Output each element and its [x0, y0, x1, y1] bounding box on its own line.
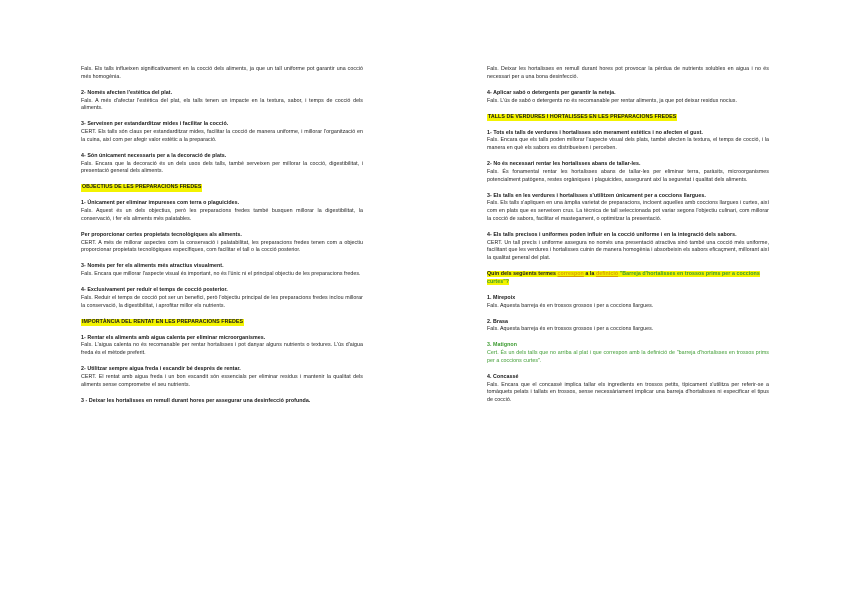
answer-text: CERT. Un tall precís i uniforme assegura no només una presentació atractiva sinó també una cocció més uniforme, facilitant que les verdures i hortalisses cuinin de manera homogènia i absorbeixin els sabors eficaçment, millorant així la qualitat general del plat. — [487, 239, 769, 261]
question-block — [487, 193, 769, 224]
question-title: 2- No és necessari rentar les hortalisses abans de tallar-les. — [487, 161, 641, 168]
question-block — [81, 153, 363, 176]
question-block — [81, 398, 363, 406]
question-block — [487, 161, 769, 184]
quiz-word-definicio: definició — [595, 271, 619, 278]
question-title: 4- Els talls precisos i uniformes poden influir en la cocció uniforme i en la integració dels sabors. — [487, 231, 737, 238]
answer-text: Fals. L'ús de sabó o detergents no és recomanable per rentar aliments, ja que pot deixar residus nocius. — [487, 97, 738, 104]
answer-text: Fals. Encara que millorar l'aspecte visual és important, no és l'únic ni el principal objectiu de les preparacions fredes. — [81, 271, 361, 278]
question-title: Per proporcionar certes propietats tecnològiques als aliments. — [81, 231, 242, 238]
question-title: 3 - Deixar les hortalisses en remull durant hores per assegurar una desinfecció profunda. — [81, 397, 311, 404]
option-text: Cert. És un dels talls que no arriba al plat i que correspon amb la definició de "barreja d'hortalisses en trossos prims per a coccions curtes". — [487, 350, 769, 364]
section-heading: IMPORTÀNCIA DEL RENTAT EN LES PREPARACIONS FREDES — [82, 318, 244, 325]
question-block — [81, 335, 363, 358]
option-block — [487, 295, 769, 310]
question-block — [81, 121, 363, 144]
quiz-prefix: Quin dels següents termes — [487, 271, 558, 278]
answer-text: CERT. A més de millorar aspectes com la conservació i palatabilitat, les preparacions fredes tenen com a objectiu proporcionar propietats tecnològiques específiques, com facilitar el tall o la cocció posterior. — [81, 239, 363, 254]
question-block — [81, 366, 363, 389]
option-block-correct — [487, 342, 769, 365]
option-text: Fals. Aquesta barreja és en trossos grossos i per a coccions llargues. — [487, 326, 654, 333]
question-block — [81, 90, 363, 113]
answer-text: Fals. És fonamental rentar les hortalisses abans de tallar-les per eliminar terra, paràsits, microorganismes potencialment patògens, restes orgàniques i plaguicides, assegurant així la seguretat i qualitat dels aliments. — [487, 168, 769, 183]
right-column — [487, 66, 769, 413]
question-block — [81, 287, 363, 310]
answer-text: Fals. Encara que els talls poden millorar l'aspecte visual dels plats, també afecten la textura, el temps de cocció, i la manera en què els sabors es distribueixen i perceben. — [487, 137, 769, 152]
option-block — [487, 374, 769, 405]
question-title: 2- Utilitzar sempre aigua freda i escandir bé després de rentar. — [81, 366, 241, 373]
option-title: 2. Brasa — [487, 318, 509, 325]
option-text: Fals. Encara que el concassé implica tallar els ingredients en trossos petits, típicament s'utilitza per referir-se a tomàquets pelats i tallats en trossos, sense necessàriament implicar una barreja d'hortalisses ni especificar el tipus de cocció. — [487, 381, 769, 404]
quiz-mid: a la — [583, 271, 596, 278]
option-title: 4. Concassé — [487, 373, 519, 380]
option-title: 3. Matignon — [487, 342, 517, 349]
option-block — [487, 319, 769, 334]
question-block — [81, 263, 363, 278]
question-block — [81, 232, 363, 255]
question-block — [487, 130, 769, 153]
answer-text: CERT. El rentat amb aigua freda i un bon escandit són essencials per eliminar residus i mantenir la qualitat dels aliments sense comprometre el seu nutrients. — [81, 373, 363, 388]
intro-answer: Fals. Deixar les hortalisses en remull durant hores pot provocar la pèrdua de nutrients solubles en aigua i no és necessari per a una bona desinfecció. — [487, 66, 769, 80]
quiz-question — [487, 271, 769, 286]
quiz-definition: "Barreja d'hortalisses en trossos prims per a coccions curtes"? — [487, 271, 760, 285]
question-title: 4- Són únicament necessaris per a la decoració de plats. — [81, 152, 227, 159]
intro-answer: Fals. Els talls influeixen significativament en la cocció dels aliments, ja que un tall uniforme pot garantir una cocció més homogènia. — [81, 66, 363, 80]
question-title: 4- Aplicar sabó o detergents per garantir la neteja. — [487, 89, 616, 96]
question-title: 1- Únicament per eliminar impureses com terra o plaguicides. — [81, 200, 240, 207]
question-title: 3- Els talls en les verdures i hortalisses s'utilitzen únicament per a coccions llargues. — [487, 192, 706, 199]
question-title: 1- Tots els talls de verdures i hortalisses són merament estètics i no afecten el gust. — [487, 129, 703, 136]
question-title: 4- Exclusivament per reduir el temps de cocció posterior. — [81, 287, 228, 294]
question-title: 1- Rentar els aliments amb aigua calenta per eliminar microorganismes. — [81, 334, 266, 341]
question-title: 3- Només per fer els aliments més atractius visualment. — [81, 263, 224, 270]
answer-text: Fals. L'aigua calenta no és recomanable per rentar hortalisses i pot danyar alguns nutrients o textures. L'ús d'aigua freda és el mètode preferit. — [81, 342, 363, 357]
answer-text: Fals. Els talls s'apliquen en una àmplia varietat de preparacions, incloent aquelles amb coccions llargues i curtes, així com en plats que es serveixen crus. La tècnica de tall seleccionada pot variar segons l'objectiu culinari, com millorar la cocció de sabors, facilitar el mastegament, o optimitzar la presentació. — [487, 200, 769, 222]
quiz-word-correspon: correspon — [557, 271, 584, 278]
answer-text: CERT. Els talls són claus per estandarditzar mides, facilitar la cocció de manera uniforme, i millorar l'organització en la cuina, així com per afegir valor estètic a la preparació. — [81, 129, 363, 143]
answer-text: Fals. Encara que la decoració és un dels usos dels talls, també serveixen per millorar la cocció, digestibilitat, i presentació general dels aliments. — [81, 160, 363, 175]
question-title: 3- Serveixen per estandarditzar mides i facilitar la cocció. — [81, 121, 229, 128]
section-heading: TALLS DE VERDURES I HORTALISSES EN LES PREPARACIONS FREDES — [488, 113, 677, 120]
answer-text: Fals. Reduir el temps de cocció pot ser un benefici, però l'objectiu principal de les preparacions fredes inclou millorar la conservació, la digestibilitat, i aprofitar millor els nutrients. — [81, 294, 363, 309]
question-block — [81, 200, 363, 223]
option-text: Fals. Aquesta barreja és en trossos grossos i per a coccions llargues. — [487, 302, 654, 309]
question-block — [487, 90, 769, 105]
answer-text: Fals. Aquest és un dels objectius, però les preparacions fredes també busquen millorar la digestibilitat, la conservació, i fer els aliments més palatables. — [81, 208, 363, 222]
answer-text: Fals. A més d'afectar l'estètica del plat, els talls tenen un impacte en la textura, sabor, i temps de cocció dels aliments. — [81, 97, 363, 112]
question-title: 2- Només afecten l'estètica del plat. — [81, 89, 173, 96]
option-title: 1. Mirepoix — [487, 294, 516, 301]
section-heading: OBJECTIUS DE LES PREPARACIONS FREDES — [82, 184, 202, 191]
question-block — [487, 232, 769, 263]
left-column — [81, 66, 363, 414]
